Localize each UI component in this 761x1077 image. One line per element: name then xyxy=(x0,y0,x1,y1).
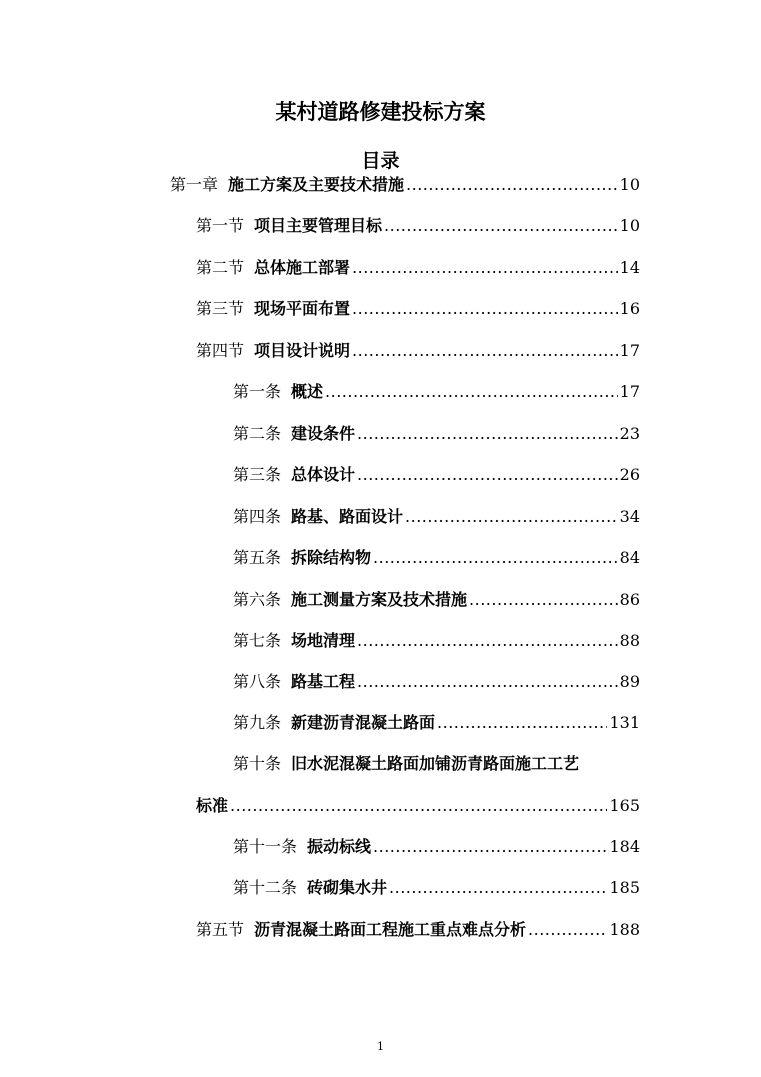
toc-entry-section-4[interactable] xyxy=(196,339,640,363)
toc-entry-chapter-1[interactable] xyxy=(170,173,640,197)
toc-entry-page: 185 xyxy=(609,878,640,897)
toc-entry-article-9[interactable] xyxy=(233,711,640,735)
toc-entry-page: 165 xyxy=(609,796,640,815)
toc-entry-number: 第五条 xyxy=(233,548,282,567)
toc-entry-number: 第二条 xyxy=(233,424,282,443)
toc-entry-title: 现场平面布置 xyxy=(254,299,351,318)
toc-leader-dots xyxy=(357,463,618,487)
toc-entry-page: 34 xyxy=(619,507,640,526)
toc-entry-title: 砖砌集水井 xyxy=(307,878,388,897)
toc-entry-number: 第八条 xyxy=(233,672,282,691)
toc-entry-title: 振动标线 xyxy=(307,837,372,856)
toc-entry-number: 第一章 xyxy=(170,175,219,194)
toc-entry-article-10-line-2[interactable] xyxy=(196,794,640,818)
toc-entry-number: 第七条 xyxy=(233,631,282,650)
toc-entry-number: 第十条 xyxy=(233,754,282,773)
toc-entry-title: 总体施工部署 xyxy=(254,258,351,277)
toc-entry-title: 新建沥青混凝土路面 xyxy=(291,713,436,732)
toc-entry-title: 总体设计 xyxy=(291,465,356,484)
toc-entry-article-5[interactable] xyxy=(233,546,640,570)
toc-entry-title: 场地清理 xyxy=(291,631,356,650)
toc-entry-page: 14 xyxy=(619,258,640,277)
toc-entry-article-8[interactable] xyxy=(233,670,640,694)
toc-entry-number: 第一节 xyxy=(196,216,245,235)
toc-entry-article-4[interactable] xyxy=(233,505,640,529)
toc-entry-title: 路基、路面设计 xyxy=(291,507,404,526)
toc-entry-number: 第四条 xyxy=(233,507,282,526)
toc-entry-page: 10 xyxy=(619,175,640,194)
document-title: 某村道路修建投标方案 xyxy=(275,100,486,124)
toc-leader-dots xyxy=(406,173,618,197)
toc-entry-page: 89 xyxy=(619,672,640,691)
toc-entry-title: 建设条件 xyxy=(291,424,356,443)
toc-entry-article-2[interactable] xyxy=(233,422,640,446)
toc-entry-title: 路基工程 xyxy=(291,672,356,691)
toc-entry-page: 84 xyxy=(619,548,640,567)
toc-entry-number: 第四节 xyxy=(196,341,245,360)
toc-entry-article-3[interactable] xyxy=(233,463,640,487)
toc-entry-number: 第三条 xyxy=(233,465,282,484)
toc-leader-dots xyxy=(230,794,607,818)
toc-leader-dots xyxy=(357,422,618,446)
toc-entry-number: 第二节 xyxy=(196,258,245,277)
toc-leader-dots xyxy=(405,505,618,529)
toc-leader-dots xyxy=(469,588,618,612)
toc-leader-dots xyxy=(373,835,607,859)
page-number: 1 xyxy=(377,1040,384,1053)
toc-entry-title: 拆除结构物 xyxy=(291,548,372,567)
toc-entry-number: 第三节 xyxy=(196,299,245,318)
toc-entry-article-6[interactable] xyxy=(233,588,640,612)
toc-entry-section-2[interactable] xyxy=(196,256,640,280)
toc-entry-page: 88 xyxy=(619,631,640,650)
toc-entry-article-12[interactable] xyxy=(233,876,640,900)
toc-leader-dots xyxy=(357,670,618,694)
toc-entry-number: 第十一条 xyxy=(233,837,298,856)
toc-entry-section-1[interactable] xyxy=(196,214,640,238)
toc-leader-dots xyxy=(389,876,607,900)
toc-entry-section-3[interactable] xyxy=(196,297,640,321)
toc-entry-page: 188 xyxy=(609,920,640,939)
toc-entry-page: 17 xyxy=(619,382,640,401)
toc-leader-dots xyxy=(373,546,618,570)
toc-leader-dots xyxy=(384,214,618,238)
toc-entry-page: 86 xyxy=(619,590,640,609)
toc-entry-page: 10 xyxy=(619,216,640,235)
toc-leader-dots xyxy=(528,918,607,942)
toc-leader-dots xyxy=(352,339,618,363)
toc-entry-section-5[interactable] xyxy=(196,918,640,942)
toc-leader-dots xyxy=(352,297,618,321)
toc-entry-title: 项目主要管理目标 xyxy=(254,216,383,235)
toc-leader-dots xyxy=(352,256,618,280)
toc-leader-dots xyxy=(357,629,618,653)
toc-entry-article-7[interactable] xyxy=(233,629,640,653)
toc-entry-article-10-line-1[interactable] xyxy=(233,752,579,776)
toc-leader-dots xyxy=(437,711,607,735)
toc-entry-page: 17 xyxy=(619,341,640,360)
toc-entry-article-11[interactable] xyxy=(233,835,640,859)
toc-entry-title: 项目设计说明 xyxy=(254,341,351,360)
toc-entry-page: 131 xyxy=(609,713,640,732)
toc-entry-page: 23 xyxy=(619,424,640,443)
toc-entry-number: 第九条 xyxy=(233,713,282,732)
toc-entry-number: 第五节 xyxy=(196,920,245,939)
toc-entry-title: 施工测量方案及技术措施 xyxy=(291,590,468,609)
toc-entry-title: 施工方案及主要技术措施 xyxy=(228,175,405,194)
toc-heading: 目录 xyxy=(361,150,400,172)
toc-entry-article-1[interactable] xyxy=(233,380,640,404)
toc-leader-dots xyxy=(325,380,618,404)
toc-entry-page: 26 xyxy=(619,465,640,484)
toc-entry-number: 第一条 xyxy=(233,382,282,401)
toc-entry-title: 沥青混凝土路面工程施工重点难点分析 xyxy=(254,920,527,939)
toc-entry-title: 概述 xyxy=(291,382,324,401)
toc-entry-title: 旧水泥混凝土路面加铺沥青路面施工工艺 xyxy=(291,754,580,773)
toc-entry-number: 第十二条 xyxy=(233,878,298,897)
toc-entry-page: 184 xyxy=(609,837,640,856)
toc-entry-number: 第六条 xyxy=(233,590,282,609)
toc-entry-page: 16 xyxy=(619,299,640,318)
toc-entry-title-continuation: 标准 xyxy=(196,796,229,815)
